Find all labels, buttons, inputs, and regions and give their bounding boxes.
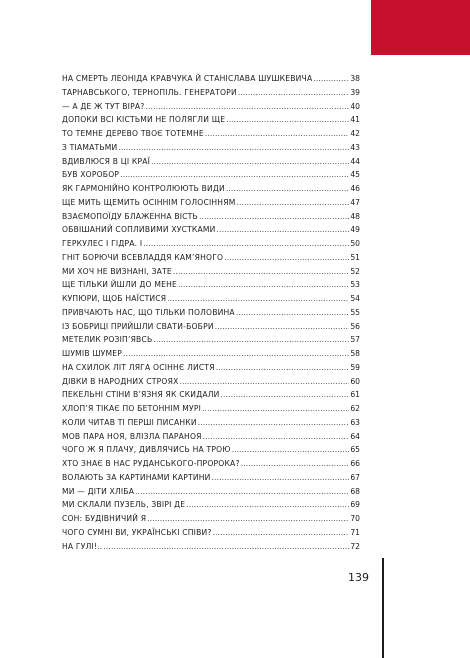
toc-entry — [62, 113, 360, 127]
toc-entry — [62, 320, 360, 334]
toc-leader-dots — [203, 430, 349, 444]
toc-leader-dots — [226, 113, 349, 127]
toc-leader-dots — [215, 320, 349, 334]
toc-entry — [62, 457, 360, 471]
toc-leader-dots — [199, 210, 349, 224]
toc-entry — [62, 100, 360, 114]
toc-leader-dots — [153, 333, 349, 347]
toc-entry-title: МИ ХОЧ НЕ ВИЗНАНІ, ЗАТЕ — [62, 266, 172, 276]
toc-entry-page: 66 — [350, 459, 360, 468]
toc-entry — [62, 375, 360, 389]
toc-entry — [62, 306, 360, 320]
toc-leader-dots — [143, 237, 349, 251]
toc-entry-title: ОБВІШАНИЙ СОПЛИВИМИ ХУСТКАМИ — [62, 225, 216, 235]
red-corner-tab — [371, 0, 470, 55]
toc-entry — [62, 223, 360, 237]
toc-leader-dots — [232, 443, 349, 457]
toc-entry-page: 42 — [350, 129, 360, 138]
toc-entry — [62, 155, 360, 169]
toc-entry-page: 46 — [350, 184, 360, 193]
toc-leader-dots — [147, 512, 349, 526]
toc-entry — [62, 347, 360, 361]
toc-entry-page: 60 — [350, 376, 360, 386]
toc-entry-page: 63 — [350, 417, 360, 427]
toc-entry-title: З ТІАМАТЬМИ — [62, 142, 118, 152]
toc-entry — [62, 430, 360, 444]
toc-leader-dots — [216, 361, 349, 375]
toc-entry-page: 68 — [350, 486, 360, 496]
toc-leader-dots — [167, 292, 349, 306]
toc-entry-title: МОВ ПАРА НОЯ, ВЛІЗЛА ПАРАНОЯ — [62, 431, 202, 441]
table-of-contents — [62, 72, 360, 553]
toc-entry-title: ПРИВЧАЮТЬ НАС, ЩО ТІЛЬКИ ПОЛОВИНА — [62, 307, 235, 317]
toc-entry-title: ЧОГО Ж Я ПЛАЧУ, ДИВЛЯЧИСЬ НА ТРОЮ — [62, 445, 231, 455]
toc-entry-page: 52 — [350, 266, 360, 276]
toc-entry-title: НА СХИЛОК ЛІТ ЛЯГА ОСІННЄ ЛИСТЯ — [62, 362, 215, 372]
toc-entry — [62, 526, 360, 540]
toc-entry-page: 38 — [350, 74, 360, 83]
toc-entry-title: НА ГУЛІ!.. — [62, 541, 103, 551]
toc-entry-title: ВДИВЛЮСЯ В ЦІ КРАЇ — [62, 156, 151, 166]
toc-entry-title: КУПЮРИ, ЩОБ НАЇСТИСЯ — [62, 294, 167, 303]
toc-leader-dots — [236, 306, 349, 320]
toc-entry-page: 71 — [350, 527, 360, 537]
toc-entry-title: ПЕКЕЛЬНІ СТІНИ В’ЯЗНЯ ЯК СКИДАЛИ — [62, 390, 220, 400]
toc-entry-page: 49 — [350, 225, 360, 235]
toc-entry-title: ЩЕ ТІЛЬКИ ЙШЛИ ДО МЕНЕ — [62, 280, 177, 290]
toc-entry-page: 39 — [350, 87, 360, 97]
toc-entry-page: 61 — [350, 390, 360, 400]
toc-leader-dots — [202, 402, 349, 416]
toc-entry-page: 54 — [350, 294, 360, 303]
toc-entry-title: ВОЛАЮТЬ ЗА КАРТИНАМИ КАРТИНИ — [62, 472, 211, 482]
toc-entry — [62, 72, 360, 86]
toc-entry-title: МИ СКЛАЛИ ПУЗЕЛЬ, ЗВІРІ ДЕ — [62, 500, 186, 510]
toc-leader-dots — [217, 223, 349, 237]
toc-entry-title: ЯК ГАРМОНІЙНО КОНТРОЛЮЮТЬ ВИДИ — [62, 184, 225, 193]
toc-entry-title: ІЗ БОБРИЦІ ПРИЙШЛИ СВАТИ-БОБРИ — [62, 321, 214, 331]
toc-entry-page: 64 — [350, 431, 360, 441]
toc-entry — [62, 182, 360, 196]
toc-entry-page: 41 — [350, 115, 360, 125]
toc-leader-dots — [178, 278, 349, 292]
vertical-rule — [382, 558, 384, 658]
toc-leader-dots — [241, 457, 349, 471]
toc-entry-page: 56 — [350, 321, 360, 331]
toc-leader-dots — [120, 168, 349, 182]
toc-entry-title: ДІВКИ В НАРОДНИХ СТРОЯХ — [62, 376, 179, 386]
toc-entry-page: 58 — [350, 349, 360, 358]
toc-entry-title: ТО ТЕМНЕ ДЕРЕВО ТВОЄ ТОТЕМНЕ — [62, 129, 204, 138]
toc-entry — [62, 512, 360, 526]
toc-entry-page: 47 — [350, 197, 360, 207]
toc-leader-dots — [118, 141, 349, 155]
toc-entry — [62, 402, 360, 416]
toc-leader-dots — [226, 182, 349, 196]
toc-entry — [62, 292, 360, 306]
toc-entry-page: 40 — [350, 101, 360, 111]
toc-entry-title: — А ДЕ Ж ТУТ ВІРА? — [62, 101, 145, 111]
toc-leader-dots — [198, 416, 349, 430]
toc-entry-title: ХЛОП’Я ТІКАЄ ПО БЕТОННІМ МУРІ — [62, 404, 202, 413]
toc-entry-page: 59 — [350, 362, 360, 372]
toc-leader-dots — [205, 127, 349, 141]
toc-leader-dots — [224, 251, 349, 265]
toc-leader-dots — [236, 196, 349, 210]
toc-entry — [62, 388, 360, 402]
toc-entry-title: ЧОГО СУМНІ ВИ, УКРАЇНСЬКІ СПІВИ? — [62, 527, 212, 537]
toc-entry — [62, 278, 360, 292]
toc-entry — [62, 127, 360, 141]
toc-leader-dots — [313, 72, 349, 86]
toc-leader-dots — [186, 498, 349, 512]
toc-entry — [62, 498, 360, 512]
toc-entry — [62, 168, 360, 182]
toc-entry — [62, 237, 360, 251]
toc-entry-page: 53 — [350, 280, 360, 290]
toc-leader-dots — [135, 485, 349, 499]
toc-entry — [62, 416, 360, 430]
toc-entry — [62, 141, 360, 155]
toc-entry-title: СОН: БУДІВНИЧИЙ Я — [62, 514, 147, 523]
toc-leader-dots — [179, 375, 349, 389]
toc-leader-dots — [103, 540, 349, 554]
toc-entry-page: 48 — [350, 211, 360, 221]
toc-entry-page: 55 — [350, 307, 360, 317]
toc-entry — [62, 265, 360, 279]
toc-leader-dots — [212, 471, 349, 485]
toc-entry-title: ШУМІВ ШУМЕР — [62, 349, 123, 358]
toc-entry — [62, 196, 360, 210]
toc-entry-title: ХТО ЗНАЄ В НАС РУДАНСЬКОГО-ПРОРОКА? — [62, 459, 240, 468]
toc-entry-title: ТАРНАВСЬКОГО, ТЕРНОПІЛЬ. ГЕНЕРАТОРИ — [62, 87, 237, 97]
toc-entry-page: 44 — [350, 156, 360, 166]
toc-entry-title: КОЛИ ЧИТАВ ТІ ПЕРШІ ПИСАНКИ — [62, 417, 197, 427]
toc-entry-title: ВЗАЄМОПОЇДУ БЛАЖЕННА ВІСТЬ — [62, 211, 198, 221]
toc-entry — [62, 251, 360, 265]
toc-entry — [62, 485, 360, 499]
page-number: 139 — [348, 571, 369, 584]
toc-leader-dots — [146, 100, 349, 114]
toc-entry-page: 57 — [350, 335, 360, 345]
toc-entry-title: ГНІТ БОРЮЧИ ВСЕВЛАДДЯ КАМ’ЯНОГО — [62, 252, 224, 262]
toc-entry — [62, 86, 360, 100]
toc-entry-title: ДОПОКИ ВСІ КІСТЬМИ НЕ ПОЛЯГЛИ ЩЕ — [62, 115, 226, 125]
toc-entry-page: 65 — [350, 445, 360, 455]
toc-entry — [62, 443, 360, 457]
toc-entry — [62, 210, 360, 224]
toc-entry-page: 69 — [350, 500, 360, 510]
toc-entry-page: 45 — [350, 170, 360, 180]
toc-entry-page: 43 — [350, 142, 360, 152]
toc-leader-dots — [238, 86, 349, 100]
toc-entry — [62, 361, 360, 375]
toc-leader-dots — [151, 155, 349, 169]
toc-leader-dots — [123, 347, 349, 361]
toc-entry-page: 62 — [350, 404, 360, 413]
toc-entry-page: 50 — [350, 239, 360, 248]
toc-leader-dots — [221, 388, 349, 402]
toc-leader-dots — [213, 526, 349, 540]
toc-entry-page: 70 — [350, 514, 360, 523]
toc-entry — [62, 471, 360, 485]
toc-entry-title: МЕТЕЛИК РОЗІП’ЯВСЬ — [62, 335, 153, 345]
toc-entry-page: 67 — [350, 472, 360, 482]
toc-entry — [62, 540, 360, 554]
toc-entry-title: ГЕРКУЛЕС І ГІДРА. І — [62, 239, 143, 248]
toc-entry-title: ЩЕ МИТЬ ЩЕМИТЬ ОСІННІМ ГОЛОСІННЯМ — [62, 197, 236, 207]
toc-entry-title: БУВ ХОРОБОР — [62, 170, 120, 180]
toc-leader-dots — [173, 265, 349, 279]
toc-entry-page: 51 — [350, 252, 360, 262]
toc-entry-page: 72 — [350, 541, 360, 551]
toc-entry-title: МИ — ДІТИ ХЛІБА — [62, 486, 135, 496]
toc-entry — [62, 333, 360, 347]
toc-entry-title: НА СМЕРТЬ ЛЕОНІДА КРАВЧУКА Й СТАНІСЛАВА ШУШКЕВИЧА — [62, 74, 313, 83]
